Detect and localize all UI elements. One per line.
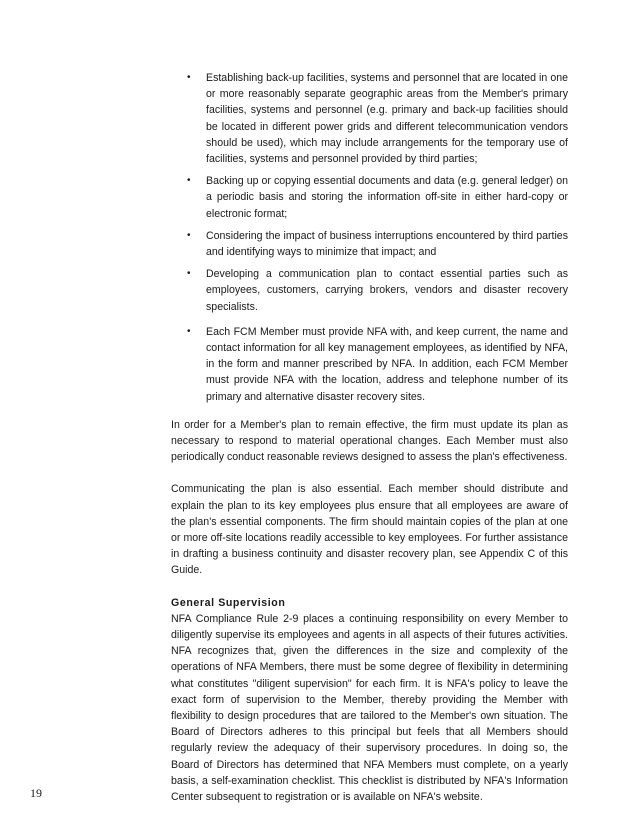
paragraph-plan-effectiveness: In order for a Member's plan to remain effective, the firm must update its plan as necessary to respond to material operational changes. Each Member must also periodically conduct reasonable reviews designed to assess the plan's effectiveness. (171, 418, 568, 464)
section-heading: General Supervision (171, 596, 286, 609)
paragraph-general-supervision: NFA Compliance Rule 2-9 places a continuing responsibility on every Member to diligently supervise its employees and agents in all aspects of their futures activities. NFA recognizes that, given the differences in the size and complexity of the operations of NFA Members, there must be some degree of flexibility in determining what constitutes "diligent supervision" for each firm. It is NFA's policy to leave the exact form of supervision to the Member, thereby providing the Member with flexibility to design procedures that are tailored to the Member's own situation. The Board of Directors adheres to this principal but feels that all Members should regularly review the adequacy of their supervisory procedures. In doing so, the Board of Directors has determined that NFA Members must complete, on a yearly basis, a self-examination checklist. This checklist is distributed by NFA's Information Center subsequent to registration or is available on NFA's website. (171, 612, 568, 803)
page-number: 19 (30, 786, 42, 800)
bullet-item-communication-plan (171, 266, 568, 315)
paragraph-communicating-plan: Communicating the plan is also essential. Each member should distribute and explain the plan to its key employees plus ensure that all employees are aware of the plan's essential components. The firm should maintain copies of the plan at one or more off-site locations readily accessible to key employees. For further assistance in drafting a business continuity and disaster recovery plan, see Appendix C of this Guide. (171, 483, 568, 577)
bullet-text: Backing up or copying essential documents and data (e.g. general ledger) on a periodic basis and storing the information off-site in either hard-copy or electronic format; (206, 175, 568, 220)
bullet-icon: • (187, 229, 191, 241)
bullet-item-backup-facilities (171, 70, 568, 167)
bullet-icon: • (187, 175, 191, 187)
bullet-list (171, 70, 568, 405)
document-body (171, 70, 568, 821)
bullet-item-fcm-contact-info (171, 324, 568, 405)
bullet-text: Developing a communication plan to contact essential parties such as employees, customers, carrying brokers, vendors and disaster recovery specialists. (206, 268, 568, 313)
bullet-icon: • (187, 325, 191, 337)
bullet-icon: • (187, 268, 191, 280)
bullet-text: Considering the impact of business interruptions encountered by third parties and identifying ways to minimize that impact; and (206, 229, 568, 259)
bullet-text: Each FCM Member must provide NFA with, and keep current, the name and contact information for all key management employees, as identified by NFA, in the form and manner prescribed by NFA. In addition, each FCM Member must provide NFA with the location, address and telephone number of its primary and alternative disaster recovery sites. (206, 325, 568, 403)
bullet-icon: • (187, 72, 191, 83)
bullet-item-backup-documents (171, 173, 568, 222)
bullet-item-third-party-impact (171, 228, 568, 260)
bullet-text: Establishing back-up facilities, systems and personnel that are located in one or more reasonably separate geographic areas from the Member's primary facilities, systems and personnel (e.g. primary and back-up facilities should be located in different power grids and different telecommunication vendors should be used), which may include arrangements for the temporary use of facilities, systems and personnel provided by third parties; (206, 72, 568, 166)
